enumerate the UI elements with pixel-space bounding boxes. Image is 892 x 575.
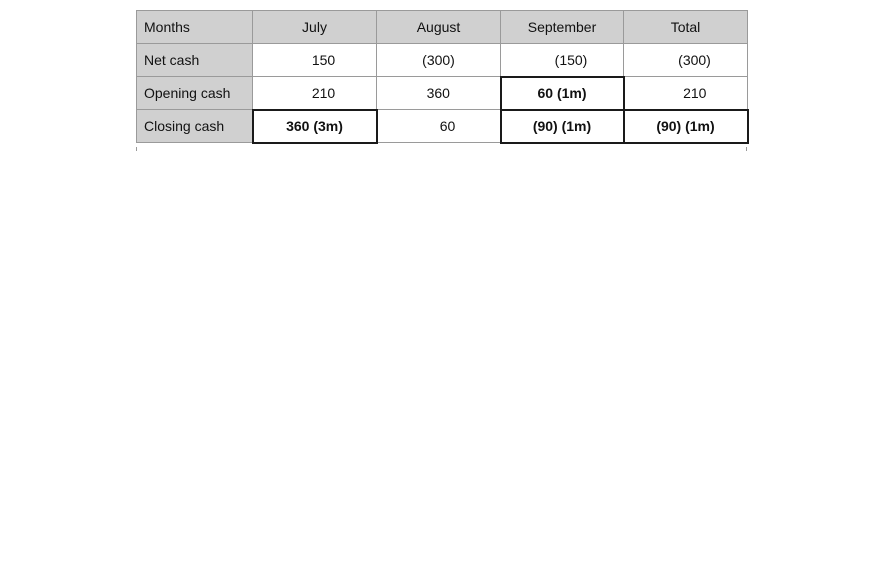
cell-closing-cash-september: (90) (1m) [501, 110, 624, 143]
cell-opening-cash-september: 60 (1m) [501, 77, 624, 110]
cell-closing-cash-total: (90) (1m) [624, 110, 748, 143]
header-august: August [377, 11, 501, 44]
cell-net-cash-august: (300) [377, 44, 501, 77]
table-border-tail [136, 147, 137, 151]
row-label: Closing cash [137, 110, 253, 143]
cell-opening-cash-total: 210 [624, 77, 748, 110]
table-row-opening-cash [137, 77, 748, 110]
table-row-closing-cash [137, 110, 748, 143]
cell-net-cash-july: 150 [253, 44, 377, 77]
cell-net-cash-total: (300) [624, 44, 748, 77]
cell-closing-cash-july: 360 (3m) [253, 110, 377, 143]
cell-opening-cash-august: 360 [377, 77, 501, 110]
header-september: September [501, 11, 624, 44]
cell-net-cash-september: (150) [501, 44, 624, 77]
header-total: Total [624, 11, 748, 44]
table-row-net-cash [137, 44, 748, 77]
row-label: Net cash [137, 44, 253, 77]
cash-flow-table [136, 10, 749, 144]
cell-opening-cash-july: 210 [253, 77, 377, 110]
cell-closing-cash-august: 60 [377, 110, 501, 143]
header-months: Months [137, 11, 253, 44]
row-label: Opening cash [137, 77, 253, 110]
header-july: July [253, 11, 377, 44]
table-border-tail [746, 147, 747, 151]
header-row [137, 11, 748, 44]
